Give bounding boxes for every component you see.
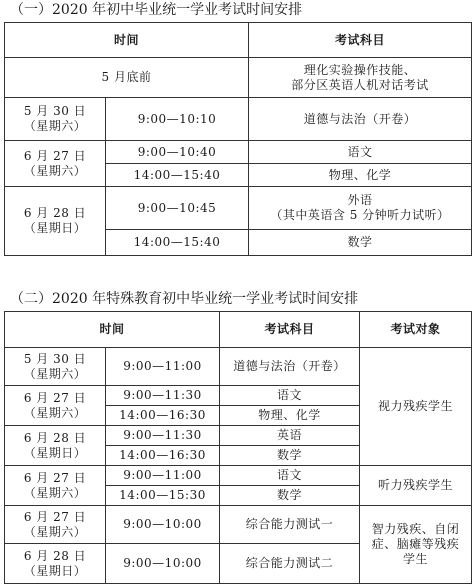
subject-cell: 英语 <box>220 426 360 446</box>
weekday-line: （星期六） <box>23 524 87 539</box>
subject-cell <box>249 58 472 98</box>
date-line: 5 月 30 日 <box>23 104 87 118</box>
date-cell <box>5 466 106 506</box>
subject-cell: 道德与法治（开卷） <box>249 98 472 141</box>
subject-cell: 物理、化学 <box>220 406 360 426</box>
date-cell <box>5 426 106 466</box>
date-cell <box>5 506 106 544</box>
time-cell: 14:00—16:30 <box>106 446 220 466</box>
time-cell: 9:00—10:45 <box>106 187 249 230</box>
subject-line: 外语 <box>347 193 373 207</box>
date-cell <box>5 386 106 426</box>
weekday-line: （星期日） <box>23 445 87 460</box>
subject-line: 理化实验操作技能、 <box>303 62 417 77</box>
subject-cell: 数学 <box>220 446 360 466</box>
table1-title: （一）2020 年初中毕业统一学业考试时间安排 <box>10 2 303 18</box>
date-line: 6 月 27 日 <box>23 470 87 485</box>
table-header-row <box>5 312 472 348</box>
subject-line: 部分区英语人机对话考试 <box>291 77 429 92</box>
table-row <box>5 348 472 386</box>
exam-schedule-table <box>4 22 472 256</box>
date-cell: 5 月底前 <box>5 58 249 98</box>
target-line: 学生 <box>403 552 429 566</box>
subject-cell <box>249 187 472 230</box>
subject-cell: 语文 <box>249 141 472 164</box>
subject-note-line: （其中英语含 5 分钟听力试听） <box>270 208 450 222</box>
weekday-line: （星期日） <box>23 221 87 235</box>
subject-cell: 物理、化学 <box>249 164 472 187</box>
table-row <box>5 187 472 230</box>
special-education-schedule-table <box>4 311 472 584</box>
date-line: 6 月 27 日 <box>23 509 87 524</box>
target-line: 症、脑瘫等残疾 <box>371 537 460 551</box>
date-line: 6 月 28 日 <box>23 206 87 220</box>
time-cell: 14:00—16:30 <box>106 406 220 426</box>
date-cell <box>5 98 106 141</box>
weekday-line: （星期六） <box>23 405 87 420</box>
subject-cell: 综合能力测试二 <box>220 544 360 584</box>
date-line: 6 月 28 日 <box>23 430 87 445</box>
subject-cell: 语文 <box>220 386 360 406</box>
target-cell: 视力残疾学生 <box>360 348 472 466</box>
weekday-line: （星期六） <box>23 366 87 381</box>
time-cell: 14:00—15:40 <box>106 164 249 187</box>
header-target: 考试对象 <box>360 312 472 348</box>
time-cell: 9:00—10:00 <box>106 506 220 544</box>
date-line: 6 月 27 日 <box>23 148 87 163</box>
weekday-line: （星期六） <box>23 163 87 178</box>
subject-cell: 综合能力测试一 <box>220 506 360 544</box>
table-row <box>5 58 472 98</box>
subject-cell: 语文 <box>220 466 360 486</box>
date-line: 6 月 27 日 <box>23 390 87 405</box>
weekday-line: （星期六） <box>23 485 87 500</box>
date-cell <box>5 187 106 256</box>
time-cell: 14:00—15:30 <box>106 486 220 506</box>
table-row <box>5 98 472 141</box>
subject-cell: 数学 <box>249 230 472 256</box>
target-cell <box>360 506 472 584</box>
date-line: 6 月 28 日 <box>23 548 87 563</box>
time-cell: 14:00—15:40 <box>106 230 249 256</box>
subject-cell: 道德与法治（开卷） <box>220 348 360 386</box>
table-row <box>5 506 472 544</box>
date-cell <box>5 141 106 187</box>
subject-cell: 数学 <box>220 486 360 506</box>
header-time: 时间 <box>5 312 220 348</box>
header-subject: 考试科目 <box>220 312 360 348</box>
date-cell <box>5 544 106 584</box>
target-cell: 听力残疾学生 <box>360 466 472 506</box>
header-subject: 考试科目 <box>249 23 472 58</box>
time-cell: 9:00—11:00 <box>106 348 220 386</box>
time-cell: 9:00—11:00 <box>106 466 220 486</box>
table-row <box>5 141 472 164</box>
time-cell: 9:00—11:30 <box>106 386 220 406</box>
date-cell <box>5 348 106 386</box>
time-cell: 9:00—10:00 <box>106 544 220 584</box>
header-time: 时间 <box>5 23 249 58</box>
weekday-line: （星期日） <box>23 563 87 578</box>
weekday-line: （星期六） <box>23 119 87 133</box>
table-header-row <box>5 23 472 58</box>
target-line: 智力残疾、自闭 <box>371 522 460 536</box>
table-row <box>5 466 472 486</box>
table2-title: （二）2020 年特殊教育初中毕业统一学业考试时间安排 <box>10 291 359 307</box>
time-cell: 9:00—10:40 <box>106 141 249 164</box>
time-cell: 9:00—10:10 <box>106 98 249 141</box>
date-line: 5 月 30 日 <box>23 351 87 366</box>
time-cell: 9:00—11:30 <box>106 426 220 446</box>
